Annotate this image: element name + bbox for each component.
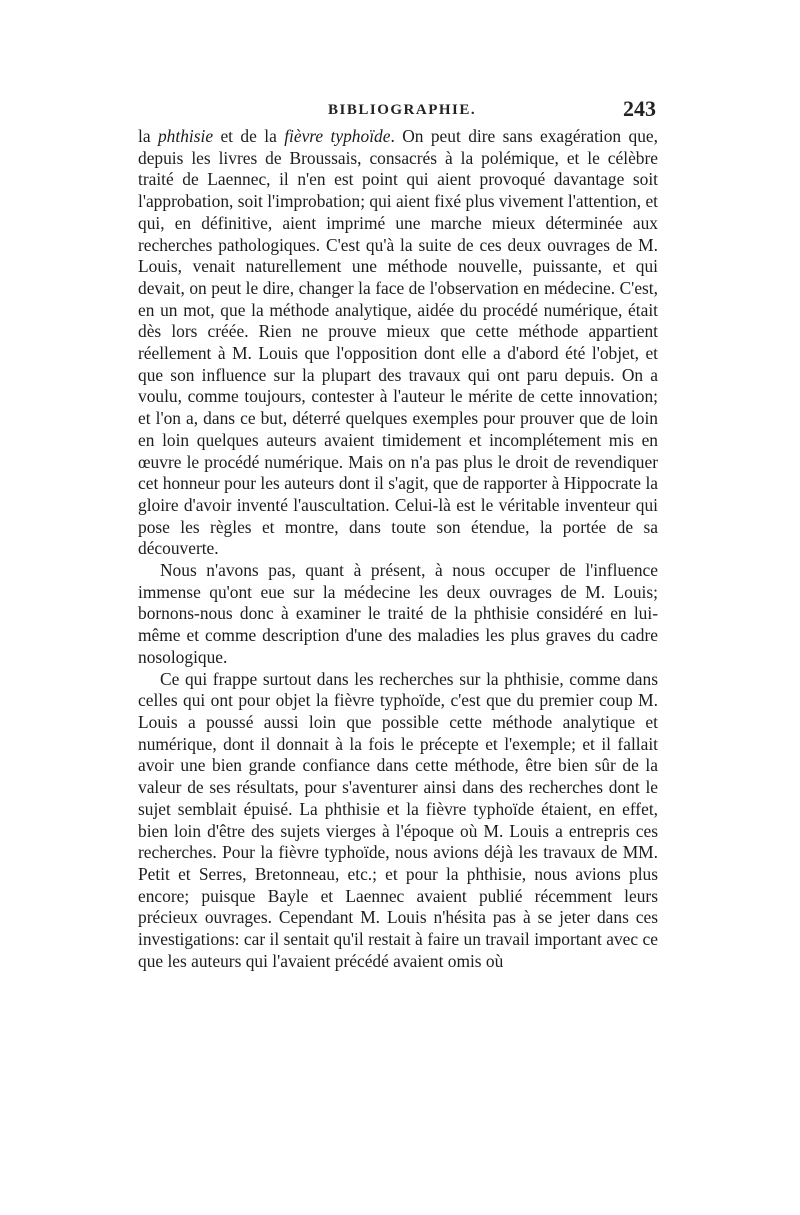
paragraph-3: Ce qui frappe surtout dans les recherches sur la phthisie, comme dans celles qui ont pour objet la fièvre typhoïde, c'est que du premier coup M. Louis a poussé aussi loin que possible cette méthode analytique et numérique, dont il donnait à la fois le précepte et l'exemple; et il fallait avoir une bien grande confiance dans cette méthode, être bien sûr de la valeur de ses résultats, pour s'aventurer ainsi dans des recherches dont le sujet semblait épuisé. La phthisie et la fièvre typhoïde étaient, en effet, bien loin d'être des sujets vierges à l'époque où M. Louis a entrepris ces recherches. Pour la fièvre typhoïde, nous avions déjà les travaux de MM. Petit et Serres, Bretonneau, etc.; et pour la phthisie, nous avions plus encore; puisque Bayle et Laennec avaient publié récemment leurs précieux ouvrages. Cependant M. Louis n'hésita pas à se jeter dans ces investigations: car il sentait qu'il restait à faire un travail important avec ce que les auteurs qui l'avaient précédé avaient omis où: [138, 668, 658, 971]
italic-phthisie: phthisie: [157, 126, 214, 146]
paragraph-1-mid: et de la: [213, 126, 285, 146]
running-title: BIBLIOGRAPHIE.: [328, 102, 477, 118]
page-number: 243: [623, 96, 656, 121]
paragraph-1-prefix: la: [138, 126, 158, 146]
italic-fievre-typhoide: fièvre typhoïde: [284, 126, 391, 146]
running-head: [138, 96, 662, 126]
paragraph-1-rest: . On peut dire sans exagération que, depuis les livres de Broussais, consacrés à la polémique, et le célèbre traité de Laennec, il n'en est point qui aient provoqué davantage soit l'approbation, soit l'improbation; qui aient fixé plus vivement l'attention, et qui, en définitive, aient imprimé une marche mieux déterminée aux recherches pathologiques. C'est qu'à la suite de ces deux ouvrages de M. Louis, venait naturellement une méthode nouvelle, puissante, et qui devait, on peut le dire, changer la face de l'observation en médecine. C'est, en un mot, que la méthode analytique, aidée du procédé numérique, était dès lors créée. Rien ne prouve mieux que cette méthode appartient réellement à M. Louis que l'opposition dont elle a d'abord été l'objet, et que son influence sur la plupart des travaux qui ont paru depuis. On a voulu, comme toujours, contester à l'auteur le mérite de cette innovation; et l'on a, dans ce but, déterré quelques exemples pour prouver que de loin en loin quelques auteurs avaient timidement et incomplétement mis en œuvre le procédé numérique. Mais on n'a pas plus le droit de revendiquer cet honneur pour les auteurs dont il s'agit, que de rapporter à Hippocrate la gloire d'avoir inventé l'auscultation. Celui-là est le véritable inventeur qui pose les règles et montre, dans toute son étendue, la portée de sa découverte.: [138, 126, 658, 559]
paragraph-2: Nous n'avons pas, quant à présent, à nous occuper de l'influence immense qu'ont eue sur la médecine les deux ouvrages de M. Louis; bornons-nous donc à examiner le traité de la phthisie considéré en lui-même et comme description d'une des maladies les plus graves du cadre nosologique.: [138, 560, 658, 667]
body-text: [138, 126, 658, 972]
paragraph-1: [138, 126, 658, 560]
